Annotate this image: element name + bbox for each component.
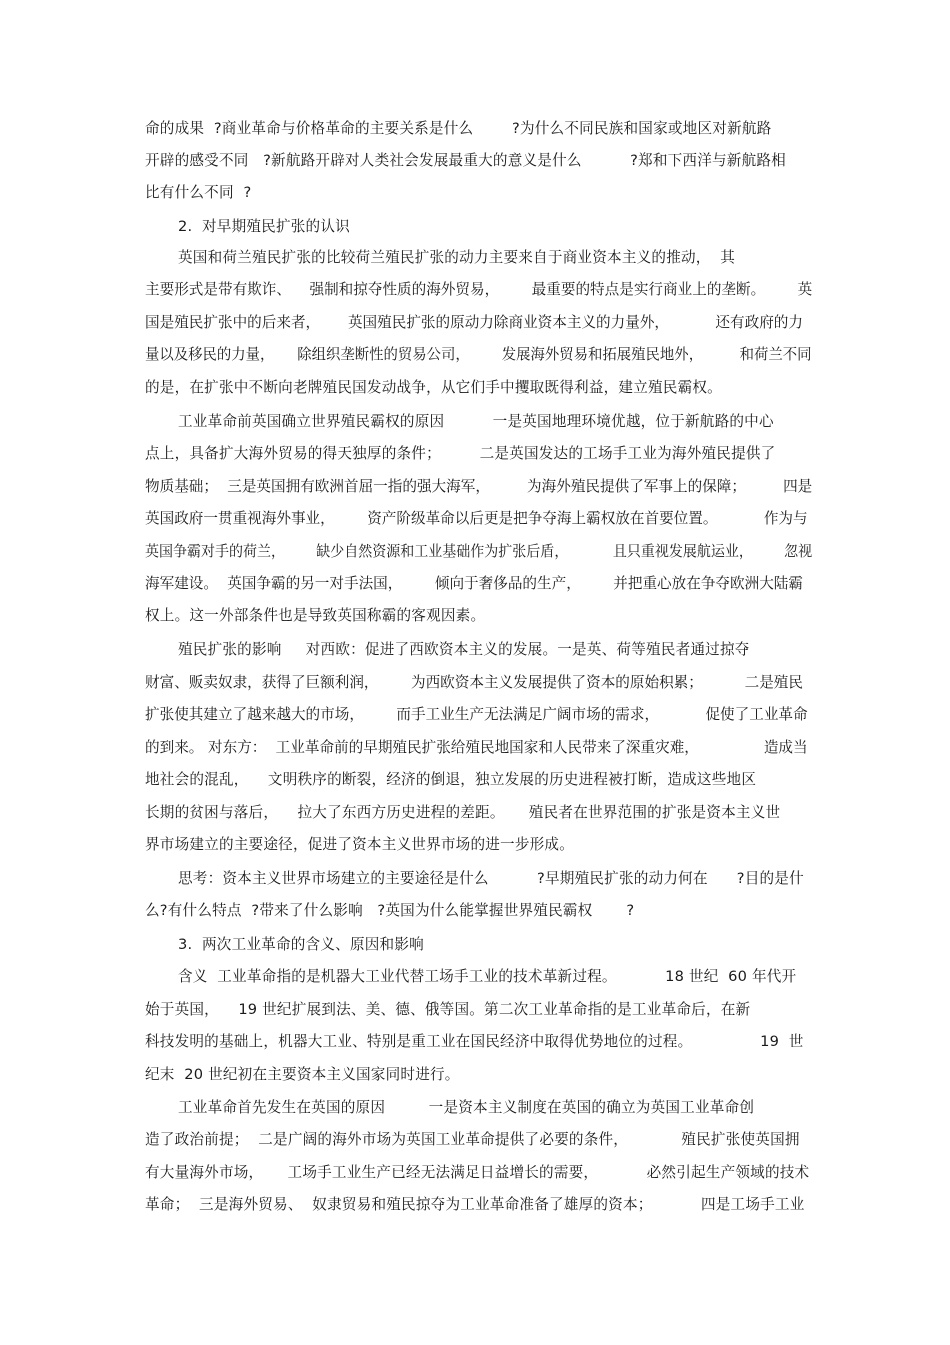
text-line: 的是，在扩张中不断向老牌殖民国发动战争，从它们手中攫取既得利益，建立殖民霸权。	[145, 379, 722, 396]
paragraph-first-line: 工业革命首先发生在英国的原因 一是资本主义制度在英国的确立为英国工业革命创	[178, 1099, 755, 1116]
paragraph-first-line: 工业革命前英国确立世界殖民霸权的原因 一是英国地理环境优越，位于新航路的中心	[178, 413, 774, 430]
text-line: 么?有什么特点 ?带来了什么影响 ?英国为什么能掌握世界殖民霸权 ?	[145, 902, 635, 919]
text-line: 科技发明的基础上，机器大工业、特别是重工业在国民经济中取得优势地位的过程。 19 世	[145, 1033, 804, 1050]
text-line: 权上。这一外部条件也是导致英国称霸的客观因素。	[145, 607, 486, 624]
text-line: 的到来。 对东方： 工业革命前的早期殖民扩张给殖民地国家和人民带来了深重灾难， 造成当	[145, 739, 808, 756]
text-line: 点上，具备扩大海外贸易的得天独厚的条件； 二是英国发达的工场手工业为海外殖民提供了	[145, 445, 776, 462]
text-line: 财富、贩卖奴隶，获得了巨额利润， 为西欧资本主义发展提供了资本的原始积累； 二是殖民	[145, 674, 803, 691]
text-line: 英国政府一贯重视海外事业， 资产阶级革命以后更是把争夺海上霸权放在首要位置。 作为与	[145, 510, 808, 527]
text-line: 界市场建立的主要途径，促进了资本主义世界市场的进一步形成。	[145, 836, 575, 853]
section-heading: 3. 两次工业革命的含义、原因和影响	[178, 936, 424, 953]
text-line: 国是殖民扩张中的后来者， 英国殖民扩张的原动力除商业资本主义的力量外， 还有政府的力	[145, 314, 803, 331]
paragraph-first-line: 含义 工业革命指的是机器大工业代替工场手工业的技术革新过程。 18 世纪 60 年代开	[178, 968, 797, 985]
text-line: 比有什么不同 ?	[145, 184, 252, 201]
text-line: 量以及移民的力量， 除组织垄断性的贸易公司， 发展海外贸易和拓展殖民地外， 和荷兰不同	[145, 346, 812, 363]
text-line: 有大量海外市场， 工场手工业生产已经无法满足日益增长的需要， 必然引起生产领域的技术	[145, 1164, 810, 1181]
text-line: 造了政治前提； 二是广阔的海外市场为英国工业革命提供了必要的条件， 殖民扩张使英国拥	[145, 1131, 800, 1148]
paragraph-first-line: 思考：资本主义世界市场建立的主要途径是什么 ?早期殖民扩张的动力何在 ?目的是什	[178, 870, 804, 887]
text-line: 扩张使其建立了越来越大的市场， 而手工业生产无法满足广阔市场的需求， 促使了工业革命	[145, 706, 808, 723]
text-line: 海军建设。 英国争霸的另一对手法国， 倾向于奢侈品的生产， 并把重心放在争夺欧洲大陆霸	[145, 575, 803, 592]
text-line: 纪末 20 世纪初在主要资本主义国家同时进行。	[145, 1066, 460, 1083]
text-line: 命的成果 ?商业革命与价格革命的主要关系是什么 ?为什么不同民族和国家或地区对新航路	[145, 120, 772, 137]
paragraph-first-line: 英国和荷兰殖民扩张的比较荷兰殖民扩张的动力主要来自于商业资本主义的推动， 其	[178, 249, 736, 266]
text-line: 革命； 三是海外贸易、 奴隶贸易和殖民掠夺为工业革命准备了雄厚的资本； 四是工场手工业	[145, 1196, 805, 1213]
text-line: 开辟的感受不同 ?新航路开辟对人类社会发展最重大的意义是什么 ?郑和下西洋与新航路相	[145, 152, 786, 169]
text-line: 始于英国， 19 世纪扩展到法、美、德、俄等国。第二次工业革命指的是工业革命后，在新	[145, 1001, 751, 1018]
text-line: 英国争霸对手的荷兰， 缺少自然资源和工业基础作为扩张后盾， 且只重视发展航运业， 忽视	[145, 543, 813, 560]
text-line: 物质基础； 三是英国拥有欧洲首屈一指的强大海军， 为海外殖民提供了军事上的保障； 四是	[145, 478, 813, 495]
text-line: 长期的贫困与落后， 拉大了东西方历史进程的差距。 殖民者在世界范围的扩张是资本主义世	[145, 804, 781, 821]
text-line: 主要形式是带有欺诈、 强制和掠夺性质的海外贸易， 最重要的特点是实行商业上的垄断。 英	[145, 281, 813, 298]
text-line: 地社会的混乱， 文明秩序的断裂，经济的倒退，独立发展的历史进程被打断，造成这些地区	[145, 771, 757, 788]
paragraph-first-line: 殖民扩张的影响 对西欧：促进了西欧资本主义的发展。一是英、荷等殖民者通过掠夺	[178, 641, 750, 658]
section-heading: 2. 对早期殖民扩张的认识	[178, 218, 350, 235]
